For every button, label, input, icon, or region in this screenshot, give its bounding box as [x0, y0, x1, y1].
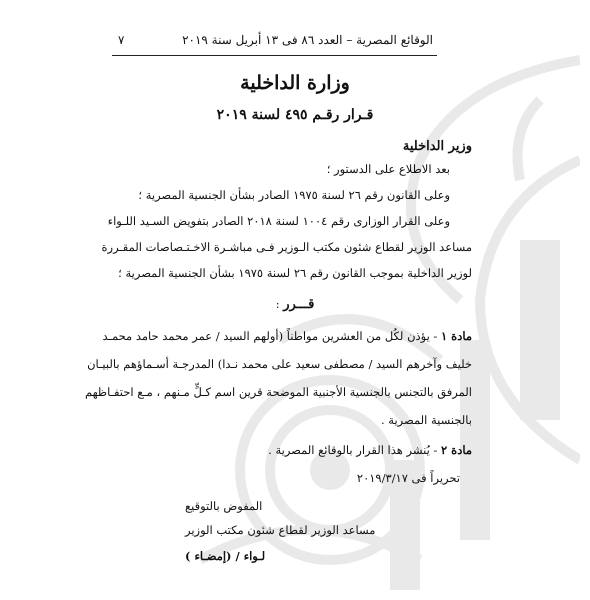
decided-heading [118, 295, 472, 314]
issuer-heading: وزير الداخلية [402, 139, 472, 154]
article-1-line-2: خليف وآخرهم السيد / مصطفى سعيد على محمد نـدا) المدرجـة أسـماؤهم بالبيـان [87, 357, 472, 371]
running-header: الوقائع المصرية – العدد ٨٦ فى ١٣ أبريل سنة ٢٠١٩ [182, 33, 433, 47]
preamble-line-4: مساعد الوزير لقطاع شئون مكتب الـوزير فـى مباشـرة الاخـتـصاصات المقـررة [101, 240, 472, 254]
signature-rank: لـواء / (إمضـاء ) [185, 549, 266, 563]
ministry-title: وزارة الداخلية [240, 72, 350, 94]
decided-word: قـــرر [283, 297, 315, 312]
preamble-line-2: وعلى القانون رقم ٢٦ لسنة ١٩٧٥ الصادر بشأن الجنسية المصرية ؛ [138, 188, 450, 202]
article-2-text: - يُنشر هذا القرار بالوقائع المصرية . [268, 443, 441, 457]
preamble-line-5: لوزير الداخلية بموجب القانون رقم ٢٦ لسنة ١٩٧٥ بشأن الجنسية المصرية ؛ [118, 266, 472, 280]
decree-title: قـرار رقـم ٤٩٥ لسنة ٢٠١٩ [216, 107, 374, 123]
article-1-line-4: بالجنسية المصرية . [381, 413, 472, 427]
article-1-label: مادة ١ [440, 329, 472, 343]
preamble-line-1: بعد الاطلاع على الدستور ؛ [326, 162, 450, 176]
date-line: تحريراً فى ٢٠١٩/٣/١٧ [356, 471, 460, 485]
article-2 [268, 441, 472, 459]
decided-punct: : [275, 297, 284, 311]
signature-authorized: المفوض بالتوقيع [185, 499, 263, 513]
watermark-emblem [160, 40, 580, 600]
header-divider [112, 55, 437, 56]
page-number: ٧ [118, 33, 125, 47]
signature-title: مساعد الوزير لقطاع شئون مكتب الوزير [185, 523, 376, 537]
article-2-label: مادة ٢ [440, 443, 472, 457]
article-1-text: - يؤذن لكُل من العشرين مواطناً (أولهم السيد / عمر محمد حامد محمـد [102, 329, 441, 343]
article-1-line-3: المرفق بالتجنس بالجنسية الأجنبية الموضحة قرين اسم كـلٍّ مـنهم ، مـع احتفـاظهم [84, 385, 472, 399]
article-1-line-1 [102, 327, 472, 345]
preamble-line-3: وعلى القرار الوزارى رقم ١٠٠٤ لسنة ٢٠١٨ الصادر بتفويض السـيد اللـواء [107, 214, 450, 228]
